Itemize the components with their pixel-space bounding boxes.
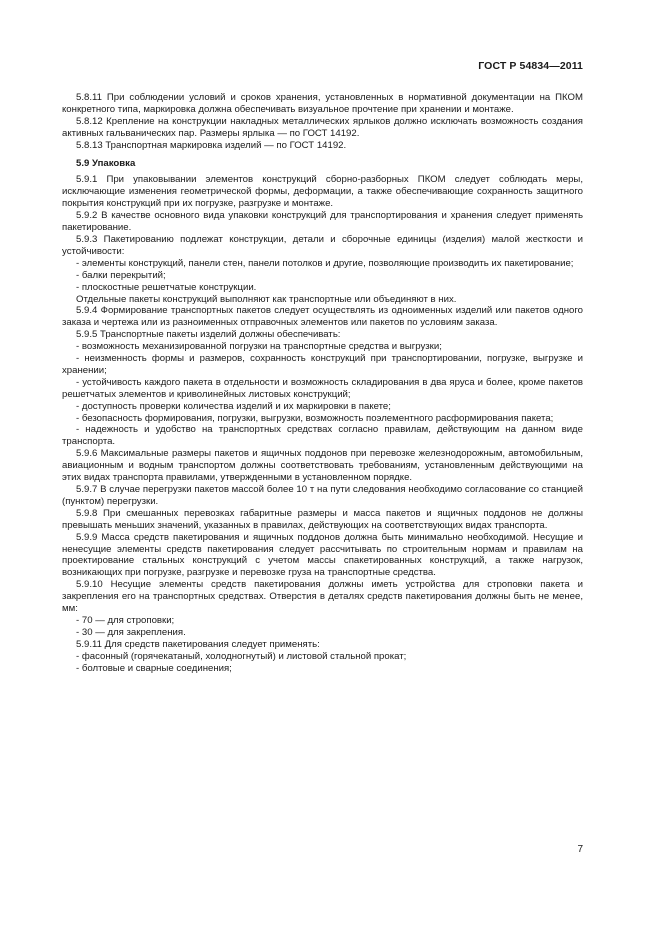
paragraph-5-9-9: 5.9.9 Масса средств пакетирования и ящичных поддонов должна быть минимально необходимой. Несущие и ненесущие элементы средств пакетирования следует рассчитывать по строительным нормам и правилам на проектирование стальных конструкций с учетом массы спакетированных конструкций, а также нагрузок, возникающих при погрузке, разгрузке и перевозке груза на транспортные средства.	[62, 531, 583, 579]
document-id: ГОСТ Р 54834—2011	[478, 60, 583, 72]
list-item: - фасонный (горячекатаный, холодногнутый) и листовой стальной прокат;	[76, 650, 407, 662]
list-item: - безопасность формирования, погрузки, выгрузки, возможность поэлементного расформирования пакета;	[76, 412, 554, 424]
paragraph-5-9-10: 5.9.10 Несущие элементы средств пакетирования должны иметь устройства для строповки пакета и закрепления его на транспортных средствах. Отверстия в деталях средств пакетирования должны быть не менее, мм:	[62, 579, 583, 615]
paragraph-5-9-11: 5.9.11 Для средств пакетирования следует применять:	[76, 638, 320, 650]
paragraph-5-8-11: 5.8.11 При соблюдении условий и сроков хранения, установленных в нормативной документации на ПКОМ конкретного типа, маркировка должна обеспечивать визуальное прочтение при хранении и монтаже.	[62, 92, 583, 115]
paragraph-5-9-4: 5.9.4 Формирование транспортных пакетов следует осуществлять из одноименных изделий или пакетов одного заказа и чертежа или из разноименных отправочных элементов или пакетов по условиям заказа.	[62, 305, 583, 329]
page-body	[62, 92, 583, 675]
list-item: - балки перекрытий;	[76, 269, 166, 281]
paragraph-5-9-8: 5.9.8 При смешанных перевозках габаритные размеры и масса пакетов и ящичных поддонов не должны превышать меньших значений, указанных в правилах, действующих на соответствующих видах транспорта.	[62, 507, 583, 531]
list-item: - возможность механизированной погрузки на транспортные средства и выгрузки;	[76, 341, 442, 353]
list-item: - доступность проверки количества изделий и их маркировки в пакете;	[76, 400, 391, 412]
paragraph-5-9-3: 5.9.3 Пакетированию подлежат конструкции, детали и сборочные единицы (изделия) малой жесткости и устойчивости:	[62, 233, 583, 257]
paragraph-5-9-7: 5.9.7 В случае перегрузки пакетов массой более 10 т на пути следования необходимо согласование со станцией (пунктом) перегрузки.	[62, 484, 583, 507]
list-item: - плоскостные решетчатые конструкции.	[76, 281, 257, 293]
list-item: - 30 — для закрепления.	[76, 626, 186, 638]
paragraph-5-9-5: 5.9.5 Транспортные пакеты изделий должны обеспечивать:	[76, 329, 341, 341]
paragraph-5-9-6: 5.9.6 Максимальные размеры пакетов и ящичных поддонов при перевозке железнодорожным, автомобильным, авиационным и водным транспортом должны соответствовать требованиям, установленным действующими на этих видах транспорта правилами, утвержденными в установленном порядке.	[62, 448, 583, 484]
list-item: - надежность и удобство на транспортных средствах согласно правилам, действующим на данном виде транспорта.	[62, 424, 583, 448]
section-heading-5-9: 5.9 Упаковка	[76, 157, 136, 169]
paragraph-text: Отдельные пакеты конструкций выполняют как транспортные или объединяют в них.	[76, 293, 457, 305]
page-number: 7	[577, 844, 583, 855]
paragraph-5-9-1: 5.9.1 При упаковывании элементов конструкций сборно-разборных ПКОМ следует соблюдать меры, исключающие изменения геометрической формы, деформации, а также обеспечивающие сохранность защитного покрытия конструкций при их погрузке, разгрузке и монтаже.	[62, 174, 583, 210]
paragraph-5-9-2: 5.9.2 В качестве основного вида упаковки конструкций для транспортирования и хранения следует применять пакетирование.	[62, 210, 583, 234]
list-item: - болтовые и сварные соединения;	[76, 662, 232, 674]
list-item: - неизменность формы и размеров, сохранность конструкций при транспортировании, погрузке, выгрузке и хранении;	[62, 353, 583, 376]
paragraph-5-8-13: 5.8.13 Транспортная маркировка изделий — по ГОСТ 14192.	[76, 139, 347, 151]
list-item: - устойчивость каждого пакета в отдельности и возможность складирования в два яруса и более, кроме пакетов решетчатых элементов и криволинейных листовых конструкций;	[62, 376, 583, 400]
list-item: - 70 — для строповки;	[76, 614, 175, 626]
list-item: - элементы конструкций, панели стен, панели потолков и другие, позволяющие производить их пакетирование;	[76, 257, 574, 269]
paragraph-5-8-12: 5.8.12 Крепление на конструкции накладных металлических ярлыков должно исключать возможность создания активных гальванических пар. Размеры ярлыка — по ГОСТ 14192.	[62, 115, 583, 139]
